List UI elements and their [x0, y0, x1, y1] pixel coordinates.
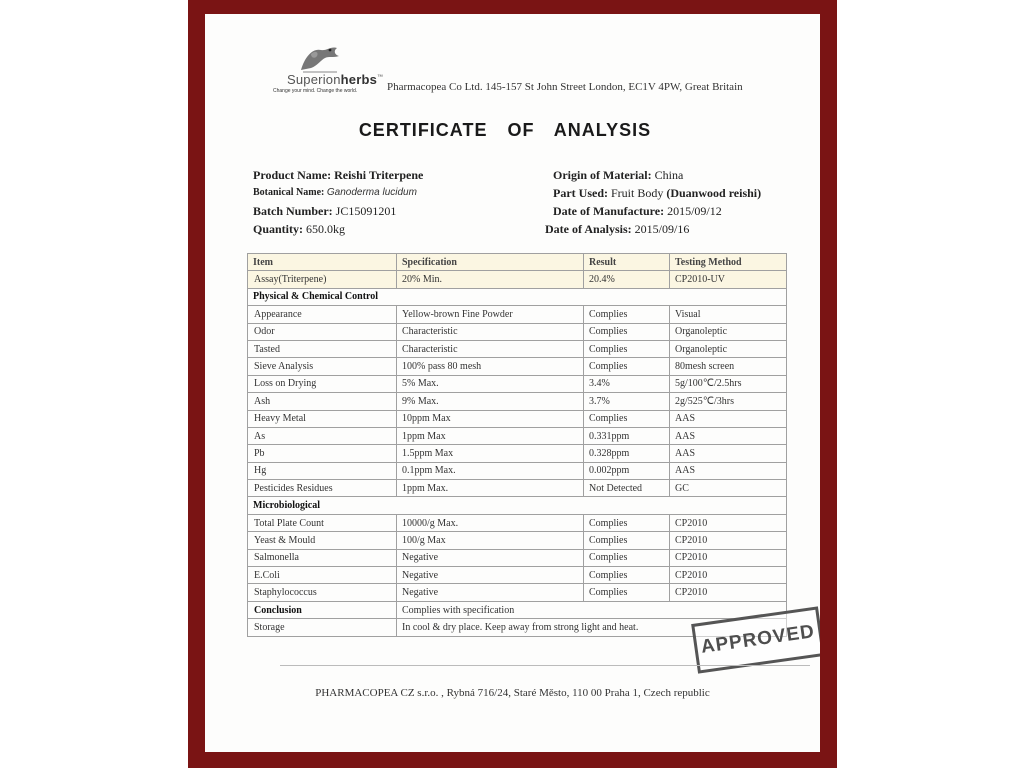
- section-row-physical: [248, 288, 787, 305]
- table-cell: 10000/g Max.: [397, 514, 584, 531]
- date-of-manufacture: Date of Manufacture: 2015/09/12: [553, 204, 722, 218]
- assay-row: [248, 271, 787, 288]
- table-cell: 100% pass 80 mesh: [397, 358, 584, 375]
- table-cell: Not Detected: [584, 480, 670, 497]
- table-row: [248, 462, 787, 479]
- table-row: [248, 584, 787, 601]
- table-cell: Yeast & Mould: [248, 532, 397, 549]
- table-cell: 20% Min.: [397, 271, 584, 288]
- physical-rows: [248, 306, 787, 497]
- table-cell: Loss on Drying: [248, 375, 397, 392]
- table-cell: Negative: [397, 549, 584, 566]
- batch-number: Batch Number: JC15091201: [253, 204, 397, 218]
- table-cell: Complies: [584, 306, 670, 323]
- section-title: Physical & Chemical Control: [248, 288, 787, 305]
- table-cell: Total Plate Count: [248, 514, 397, 531]
- table-cell: Staphylococcus: [248, 584, 397, 601]
- table-cell: Appearance: [248, 306, 397, 323]
- table-cell: 3.7%: [584, 393, 670, 410]
- table-cell: CP2010: [670, 514, 787, 531]
- micro-rows: [248, 514, 787, 601]
- table-row: [248, 427, 787, 444]
- table-cell: Organoleptic: [670, 323, 787, 340]
- table-cell: Negative: [397, 567, 584, 584]
- table-cell: 1.5ppm Max: [397, 445, 584, 462]
- date-of-analysis: Date of Analysis: 2015/09/16: [545, 222, 690, 236]
- table-cell: 80mesh screen: [670, 358, 787, 375]
- approved-stamp: APPROVED: [691, 606, 820, 673]
- table-cell: Heavy Metal: [248, 410, 397, 427]
- conclusion-row: [248, 601, 787, 618]
- table-cell: AAS: [670, 445, 787, 462]
- table-row: [248, 532, 787, 549]
- table-row: [248, 445, 787, 462]
- brand-slogan: Change your mind. Change the world.: [273, 88, 358, 94]
- table-cell: Pesticides Residues: [248, 480, 397, 497]
- origin-of-material: Origin of Material: China: [553, 168, 684, 182]
- table-cell: 0.331ppm: [584, 427, 670, 444]
- table-row: [248, 358, 787, 375]
- table-cell: E.Coli: [248, 567, 397, 584]
- footer-address: PHARMACOPEA CZ s.r.o. , Rybná 716/24, Staré Město, 110 00 Praha 1, Czech republic: [315, 687, 710, 699]
- table-cell: Characteristic: [397, 323, 584, 340]
- part-used: Part Used: Fruit Body (Duanwood reishi): [553, 186, 762, 200]
- table-cell: Sieve Analysis: [248, 358, 397, 375]
- table-cell: 20.4%: [584, 271, 670, 288]
- table-row: [248, 306, 787, 323]
- table-cell: Odor: [248, 323, 397, 340]
- table-cell: Complies: [584, 514, 670, 531]
- table-row: [248, 375, 787, 392]
- table-row: [248, 323, 787, 340]
- table-header-row: [248, 254, 787, 271]
- superionherbs-logo: [273, 42, 393, 102]
- table-cell: 0.328ppm: [584, 445, 670, 462]
- table-cell: 0.002ppm: [584, 462, 670, 479]
- table-cell: 9% Max.: [397, 393, 584, 410]
- table-cell: Complies: [584, 584, 670, 601]
- table-row: [248, 393, 787, 410]
- table-cell: 0.1ppm Max.: [397, 462, 584, 479]
- table-cell: 1ppm Max.: [397, 480, 584, 497]
- conclusion-label: Conclusion: [248, 601, 397, 618]
- table-cell: Complies: [584, 549, 670, 566]
- table-cell: Negative: [397, 584, 584, 601]
- document-title: CERTIFICATE OF ANALYSIS: [358, 120, 652, 140]
- table-cell: Complies: [584, 323, 670, 340]
- table-cell: Complies: [584, 532, 670, 549]
- table-row: [248, 410, 787, 427]
- table-cell: Complies: [584, 567, 670, 584]
- table-cell: 100/g Max: [397, 532, 584, 549]
- quantity: Quantity: 650.0kg: [253, 222, 346, 236]
- table-cell: AAS: [670, 410, 787, 427]
- storage-label: Storage: [248, 619, 397, 636]
- table-cell: 3.4%: [584, 375, 670, 392]
- table-cell: CP2010: [670, 532, 787, 549]
- certificate-page: [205, 14, 820, 752]
- table-cell: Characteristic: [397, 340, 584, 357]
- table-cell: Pb: [248, 445, 397, 462]
- section-title: Microbiological: [248, 497, 787, 514]
- table-cell: Yellow-brown Fine Powder: [397, 306, 584, 323]
- botanical-name: Botanical Name: Ganoderma lucidum: [253, 187, 417, 198]
- table-cell: 10ppm Max: [397, 410, 584, 427]
- table-cell: Complies: [584, 358, 670, 375]
- table-cell: AAS: [670, 462, 787, 479]
- table-cell: 5g/100℃/2.5hrs: [670, 375, 787, 392]
- table-cell: Salmonella: [248, 549, 397, 566]
- table-cell: AAS: [670, 427, 787, 444]
- table-row: [248, 549, 787, 566]
- conclusion-value: Complies with specification: [397, 601, 787, 618]
- table-cell: Hg: [248, 462, 397, 479]
- table-cell: CP2010-UV: [670, 271, 787, 288]
- table-cell: CP2010: [670, 584, 787, 601]
- table-row: [248, 340, 787, 357]
- column-header: Result: [584, 254, 670, 271]
- table-cell: Complies: [584, 340, 670, 357]
- table-cell: Complies: [584, 410, 670, 427]
- table-cell: Tasted: [248, 340, 397, 357]
- table-cell: As: [248, 427, 397, 444]
- table-row: [248, 480, 787, 497]
- table-cell: CP2010: [670, 549, 787, 566]
- product-name: Product Name: Reishi Triterpene: [253, 168, 424, 182]
- table-row: [248, 567, 787, 584]
- table-cell: 2g/525℃/3hrs: [670, 393, 787, 410]
- footer-divider: [280, 665, 810, 666]
- table-row: [248, 514, 787, 531]
- storage-value: In cool & dry place. Keep away from strong light and heat.: [397, 619, 787, 636]
- analysis-table: [247, 253, 787, 637]
- section-row-micro: [248, 497, 787, 514]
- table-cell: 5% Max.: [397, 375, 584, 392]
- table-cell: Visual: [670, 306, 787, 323]
- column-header: Item: [248, 254, 397, 271]
- table-cell: Assay(Triterpene): [248, 271, 397, 288]
- column-header: Testing Method: [670, 254, 787, 271]
- table-cell: CP2010: [670, 567, 787, 584]
- table-cell: 1ppm Max: [397, 427, 584, 444]
- column-header: Specification: [397, 254, 584, 271]
- table-cell: GC: [670, 480, 787, 497]
- table-cell: Ash: [248, 393, 397, 410]
- brand-name: Superionherbs™: [287, 72, 384, 87]
- company-address: Pharmacopea Co Ltd. 145-157 St John Street London, EC1V 4PW, Great Britain: [387, 81, 743, 93]
- table-cell: Organoleptic: [670, 340, 787, 357]
- dragon-emblem-icon: [297, 42, 343, 74]
